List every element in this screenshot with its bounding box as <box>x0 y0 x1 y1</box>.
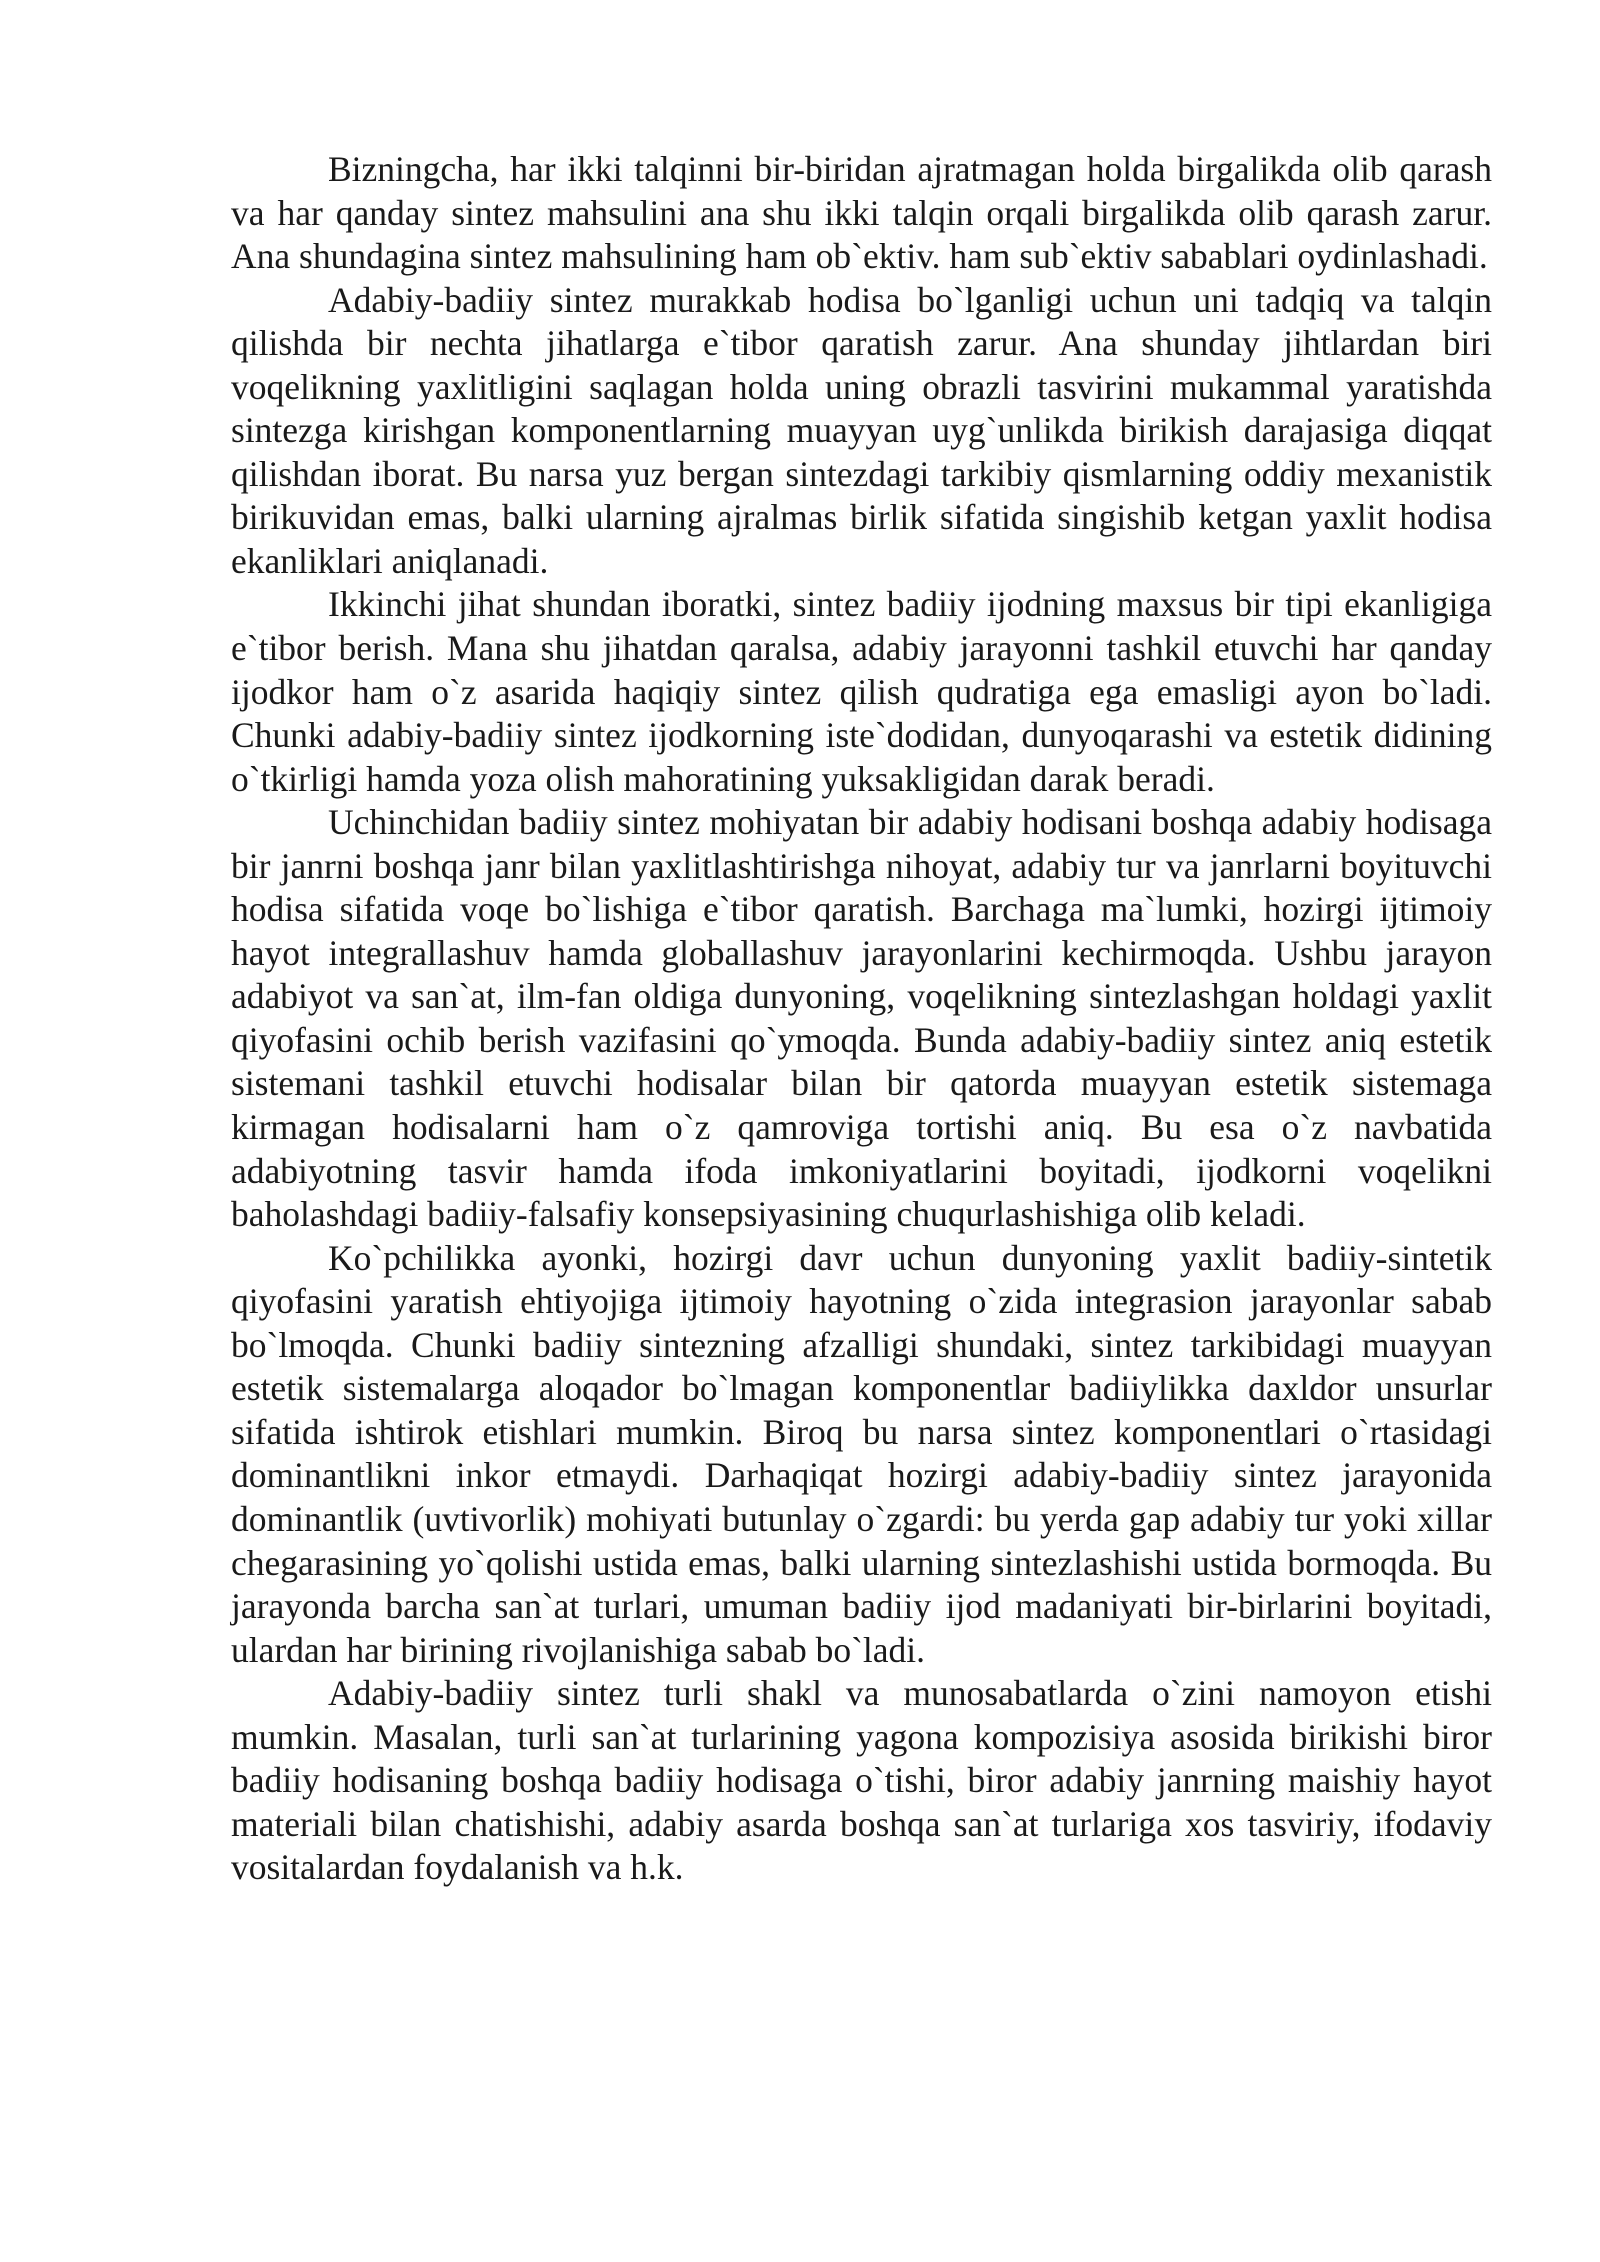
paragraph: Adabiy-badiiy sintez turli shakl va munosabatlarda o`zini namoyon etishi mumkin. Masalan, turli san`at turlarining yagona kompozisiya asosida birikishi biror badiiy hodisaning boshqa badiiy hodisaga o`tishi, biror adabiy janrning maishiy hayot materiali bilan chatishishi, adabiy asarda boshqa san`at turlariga xos tasviriy, ifodaviy vositalardan foydalanish va h.k. <box>231 1673 1492 1888</box>
paragraph: Bizningcha, har ikki talqinni bir-biridan ajratmagan holda birgalikda olib qarash va har qanday sintez mahsulini ana shu ikki talqin orqali birgalikda olib qarash zarur. Ana shundagina sintez mahsulining ham ob`ektiv. ham sub`ektiv sabablari oydinlashadi. <box>231 149 1492 277</box>
paragraph: Adabiy-badiiy sintez murakkab hodisa bo`lganligi uchun uni tadqiq va talqin qilishda bir nechta jihatlarga e`tibor qaratish zarur. Ana shunday jihtlardan biri voqelikning yaxlitligini saqlagan holda uning obrazli tasvirini mukammal yaratishda sintezga kirishgan komponentlarning muayyan uyg`unlikda birikish darajasiga diqqat qilishdan iborat. Bu narsa yuz bergan sintezdagi tarkibiy qismlarning oddiy mexanistik birikuvidan emas, balki ularning ajralmas birlik sifatida singishib ketgan yaxlit hodisa ekanliklari aniqlanadi. <box>231 279 1492 581</box>
paragraph: Uchinchidan badiiy sintez mohiyatan bir adabiy hodisani boshqa adabiy hodisaga bir janrni boshqa janr bilan yaxlitlashtirishga nihoyat, adabiy tur va janrlarni boyituvchi hodisa sifatida voqe bo`lishiga e`tibor qaratish. Barchaga ma`lumki, hozirgi ijtimoiy hayot integrallashuv hamda globallashuv jarayonlarini kechirmoqda. Ushbu jarayon adabiyot va san`at, ilm-fan oldiga dunyoning, voqelikning sintezlashgan holdagi yaxlit qiyofasini ochib berish vazifasini qo`ymoqda. Bunda adabiy-badiiy sintez aniq estetik sistemani tashkil etuvchi hodisalar bilan bir qatorda muayyan estetik sistemaga kirmagan hodisalarni ham o`z qamroviga tortishi aniq. Bu esa o`z navbatida adabiyotning tasvir hamda ifoda imkoniyatlarini boyitadi, ijodkorni voqelikni baholashdagi badiiy-falsafiy konsepsiyasining chuqurlashishiga olib keladi. <box>231 802 1492 1235</box>
document-body <box>231 148 1492 1890</box>
paragraph: Ikkinchi jihat shundan iboratki, sintez badiiy ijodning maxsus bir tipi ekanligiga e`tibor berish. Mana shu jihatdan qaralsa, adabiy jarayonni tashkil etuvchi har qanday ijodkor ham o`z asarida haqiqiy sintez qilish qudratiga ega emasligi ayon bo`ladi. Chunki adabiy-badiiy sintez ijodkorning iste`dodidan, dunyoqarashi va estetik didining o`tkirligi hamda yoza olish mahoratining yuksakligidan darak beradi. <box>231 584 1492 799</box>
paragraph: Ko`pchilikka ayonki, hozirgi davr uchun dunyoning yaxlit badiiy-sintetik qiyofasini yaratish ehtiyojiga ijtimoiy hayotning o`zida integrasion jarayonlar sabab bo`lmoqda. Chunki badiiy sintezning afzalligi shundaki, sintez tarkibidagi muayyan estetik sistemalarga aloqador bo`lmagan komponentlar badiiylikka daxldor unsurlar sifatida ishtirok etishlari mumkin. Biroq bu narsa sintez komponentlari o`rtasidagi dominantlikni inkor etmaydi. Darhaqiqat hozirgi adabiy-badiiy sintez jarayonida dominantlik (uvtivorlik) mohiyati butunlay o`zgardi: bu yerda gap adabiy tur yoki xillar chegarasining yo`qolishi ustida emas, balki ularning sintezlashishi ustida bormoqda. Bu jarayonda barcha san`at turlari, umuman badiiy ijod madaniyati bir-birlarini boyitadi, ulardan har birining rivojlanishiga sabab bo`ladi. <box>231 1237 1492 1670</box>
